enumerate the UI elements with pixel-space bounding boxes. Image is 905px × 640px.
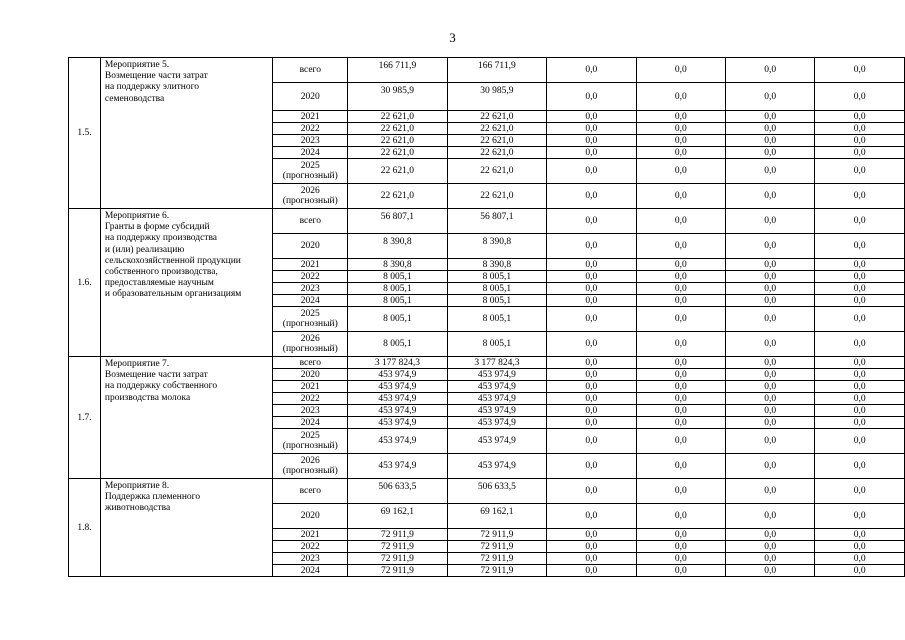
value-cell-v2: 453 974,9 <box>447 381 546 393</box>
value-cell-v1: 453 974,9 <box>348 393 447 405</box>
value-cell-v2: 453 974,9 <box>447 417 546 429</box>
value-cell-v6: 0,0 <box>815 123 905 135</box>
year-cell: 2020 <box>273 369 348 381</box>
table-row <box>69 357 905 369</box>
value-cell-v2: 453 974,9 <box>447 393 546 405</box>
value-cell-v2: 453 974,9 <box>447 454 546 479</box>
year-cell: 2023 <box>273 553 348 565</box>
value-cell-v1: 453 974,9 <box>348 381 447 393</box>
value-cell-v1: 72 911,9 <box>348 553 447 565</box>
item-number: 1.6. <box>69 209 101 357</box>
value-cell-v1: 8 390,8 <box>348 234 447 259</box>
value-cell-v6: 0,0 <box>815 417 905 429</box>
value-cell-v2: 8 005,1 <box>447 295 546 307</box>
value-cell-v5: 0,0 <box>726 357 815 369</box>
value-cell-v2: 453 974,9 <box>447 405 546 417</box>
value-cell-v1: 22 621,0 <box>348 184 447 209</box>
value-cell-v2: 8 390,8 <box>447 234 546 259</box>
value-cell-v6: 0,0 <box>815 58 905 83</box>
financing-table <box>68 57 905 577</box>
value-cell-v4: 0,0 <box>636 357 725 369</box>
value-cell-v4: 0,0 <box>636 307 725 332</box>
value-cell-v5: 0,0 <box>726 58 815 83</box>
value-cell-v5: 0,0 <box>726 504 815 529</box>
value-cell-v5: 0,0 <box>726 553 815 565</box>
value-cell-v3: 0,0 <box>547 381 636 393</box>
value-cell-v1: 453 974,9 <box>348 405 447 417</box>
value-cell-v6: 0,0 <box>815 553 905 565</box>
value-cell-v1: 8 005,1 <box>348 307 447 332</box>
value-cell-v3: 0,0 <box>547 111 636 123</box>
year-cell: 2022 <box>273 271 348 283</box>
value-cell-v3: 0,0 <box>547 529 636 541</box>
value-cell-v5: 0,0 <box>726 295 815 307</box>
value-cell-v1: 22 621,0 <box>348 147 447 159</box>
value-cell-v6: 0,0 <box>815 381 905 393</box>
year-cell: 2024 <box>273 295 348 307</box>
value-cell-v4: 0,0 <box>636 295 725 307</box>
value-cell-v1: 8 005,1 <box>348 283 447 295</box>
value-cell-v3: 0,0 <box>547 429 636 454</box>
value-cell-v6: 0,0 <box>815 479 905 504</box>
year-cell: 2023 <box>273 283 348 295</box>
value-cell-v6: 0,0 <box>815 307 905 332</box>
value-cell-v3: 0,0 <box>547 405 636 417</box>
year-cell: 2025 (прогнозный) <box>273 159 348 184</box>
value-cell-v2: 453 974,9 <box>447 369 546 381</box>
value-cell-v4: 0,0 <box>636 83 725 111</box>
value-cell-v4: 0,0 <box>636 454 725 479</box>
value-cell-v4: 0,0 <box>636 111 725 123</box>
value-cell-v5: 0,0 <box>726 234 815 259</box>
value-cell-v3: 0,0 <box>547 159 636 184</box>
value-cell-v1: 30 985,9 <box>348 83 447 111</box>
value-cell-v4: 0,0 <box>636 184 725 209</box>
year-cell: 2023 <box>273 135 348 147</box>
value-cell-v6: 0,0 <box>815 111 905 123</box>
item-description: Мероприятие 8. Поддержка племенного животноводства <box>100 479 272 577</box>
value-cell-v1: 8 005,1 <box>348 271 447 283</box>
value-cell-v2: 8 005,1 <box>447 307 546 332</box>
value-cell-v5: 0,0 <box>726 159 815 184</box>
value-cell-v5: 0,0 <box>726 454 815 479</box>
year-cell: 2026 (прогнозный) <box>273 454 348 479</box>
value-cell-v3: 0,0 <box>547 295 636 307</box>
year-cell: 2021 <box>273 111 348 123</box>
year-cell: всего <box>273 209 348 234</box>
value-cell-v5: 0,0 <box>726 147 815 159</box>
value-cell-v2: 506 633,5 <box>447 479 546 504</box>
value-cell-v3: 0,0 <box>547 58 636 83</box>
year-cell: 2023 <box>273 405 348 417</box>
value-cell-v5: 0,0 <box>726 123 815 135</box>
page-number: 3 <box>449 30 456 45</box>
value-cell-v1: 22 621,0 <box>348 159 447 184</box>
value-cell-v4: 0,0 <box>636 369 725 381</box>
year-cell: 2021 <box>273 259 348 271</box>
value-cell-v1: 22 621,0 <box>348 123 447 135</box>
value-cell-v6: 0,0 <box>815 565 905 577</box>
value-cell-v2: 8 005,1 <box>447 271 546 283</box>
value-cell-v6: 0,0 <box>815 405 905 417</box>
value-cell-v4: 0,0 <box>636 479 725 504</box>
year-cell: всего <box>273 58 348 83</box>
value-cell-v6: 0,0 <box>815 184 905 209</box>
year-cell: 2024 <box>273 565 348 577</box>
value-cell-v6: 0,0 <box>815 283 905 295</box>
year-cell: 2025 (прогнозный) <box>273 429 348 454</box>
value-cell-v1: 453 974,9 <box>348 417 447 429</box>
value-cell-v4: 0,0 <box>636 259 725 271</box>
value-cell-v2: 3 177 824,3 <box>447 357 546 369</box>
value-cell-v6: 0,0 <box>815 271 905 283</box>
value-cell-v5: 0,0 <box>726 135 815 147</box>
value-cell-v3: 0,0 <box>547 357 636 369</box>
value-cell-v3: 0,0 <box>547 271 636 283</box>
year-cell: 2024 <box>273 147 348 159</box>
item-description: Мероприятие 5. Возмещение части затрат на поддержку элитного семеноводства <box>100 58 272 209</box>
value-cell-v3: 0,0 <box>547 184 636 209</box>
value-cell-v2: 72 911,9 <box>447 565 546 577</box>
value-cell-v6: 0,0 <box>815 234 905 259</box>
value-cell-v3: 0,0 <box>547 479 636 504</box>
value-cell-v2: 8 005,1 <box>447 283 546 295</box>
value-cell-v5: 0,0 <box>726 479 815 504</box>
value-cell-v5: 0,0 <box>726 369 815 381</box>
year-cell: 2022 <box>273 541 348 553</box>
value-cell-v6: 0,0 <box>815 332 905 357</box>
value-cell-v2: 22 621,0 <box>447 184 546 209</box>
value-cell-v2: 72 911,9 <box>447 529 546 541</box>
value-cell-v4: 0,0 <box>636 429 725 454</box>
value-cell-v5: 0,0 <box>726 393 815 405</box>
item-description: Мероприятие 6. Гранты в форме субсидий на поддержку производства и (или) реализацию сельскохозяйственной продукции собственного производства, предоставляемые научным и образовательным организациям <box>100 209 272 357</box>
value-cell-v2: 22 621,0 <box>447 111 546 123</box>
year-cell: 2026 (прогнозный) <box>273 332 348 357</box>
value-cell-v2: 30 985,9 <box>447 83 546 111</box>
value-cell-v3: 0,0 <box>547 393 636 405</box>
value-cell-v6: 0,0 <box>815 295 905 307</box>
value-cell-v1: 506 633,5 <box>348 479 447 504</box>
year-cell: 2021 <box>273 529 348 541</box>
year-cell: 2020 <box>273 83 348 111</box>
value-cell-v1: 3 177 824,3 <box>348 357 447 369</box>
year-cell: 2020 <box>273 234 348 259</box>
value-cell-v6: 0,0 <box>815 135 905 147</box>
value-cell-v1: 8 005,1 <box>348 295 447 307</box>
value-cell-v1: 22 621,0 <box>348 111 447 123</box>
value-cell-v1: 453 974,9 <box>348 429 447 454</box>
value-cell-v4: 0,0 <box>636 147 725 159</box>
year-cell: 2025 (прогнозный) <box>273 307 348 332</box>
value-cell-v3: 0,0 <box>547 307 636 332</box>
table-row <box>69 479 905 504</box>
value-cell-v4: 0,0 <box>636 283 725 295</box>
table-row <box>69 58 905 83</box>
value-cell-v2: 8 390,8 <box>447 259 546 271</box>
value-cell-v4: 0,0 <box>636 381 725 393</box>
value-cell-v2: 72 911,9 <box>447 553 546 565</box>
value-cell-v6: 0,0 <box>815 147 905 159</box>
value-cell-v4: 0,0 <box>636 553 725 565</box>
year-cell: 2024 <box>273 417 348 429</box>
value-cell-v5: 0,0 <box>726 209 815 234</box>
value-cell-v1: 8 390,8 <box>348 259 447 271</box>
value-cell-v4: 0,0 <box>636 209 725 234</box>
value-cell-v1: 8 005,1 <box>348 332 447 357</box>
value-cell-v3: 0,0 <box>547 541 636 553</box>
value-cell-v2: 69 162,1 <box>447 504 546 529</box>
value-cell-v2: 22 621,0 <box>447 159 546 184</box>
value-cell-v5: 0,0 <box>726 307 815 332</box>
value-cell-v2: 8 005,1 <box>447 332 546 357</box>
value-cell-v6: 0,0 <box>815 209 905 234</box>
year-cell: 2026 (прогнозный) <box>273 184 348 209</box>
year-cell: всего <box>273 479 348 504</box>
year-cell: 2022 <box>273 393 348 405</box>
value-cell-v3: 0,0 <box>547 369 636 381</box>
value-cell-v4: 0,0 <box>636 271 725 283</box>
year-cell: всего <box>273 357 348 369</box>
item-number: 1.8. <box>69 479 101 577</box>
value-cell-v4: 0,0 <box>636 159 725 184</box>
value-cell-v5: 0,0 <box>726 417 815 429</box>
value-cell-v4: 0,0 <box>636 565 725 577</box>
value-cell-v6: 0,0 <box>815 529 905 541</box>
value-cell-v4: 0,0 <box>636 417 725 429</box>
year-cell: 2022 <box>273 123 348 135</box>
value-cell-v3: 0,0 <box>547 553 636 565</box>
value-cell-v5: 0,0 <box>726 381 815 393</box>
value-cell-v6: 0,0 <box>815 83 905 111</box>
value-cell-v3: 0,0 <box>547 565 636 577</box>
value-cell-v1: 69 162,1 <box>348 504 447 529</box>
value-cell-v1: 56 807,1 <box>348 209 447 234</box>
value-cell-v3: 0,0 <box>547 259 636 271</box>
value-cell-v4: 0,0 <box>636 393 725 405</box>
value-cell-v4: 0,0 <box>636 504 725 529</box>
value-cell-v1: 166 711,9 <box>348 58 447 83</box>
value-cell-v1: 72 911,9 <box>348 529 447 541</box>
value-cell-v4: 0,0 <box>636 332 725 357</box>
value-cell-v2: 56 807,1 <box>447 209 546 234</box>
value-cell-v6: 0,0 <box>815 259 905 271</box>
value-cell-v2: 72 911,9 <box>447 541 546 553</box>
value-cell-v2: 453 974,9 <box>447 429 546 454</box>
year-cell: 2020 <box>273 504 348 529</box>
value-cell-v5: 0,0 <box>726 283 815 295</box>
value-cell-v5: 0,0 <box>726 405 815 417</box>
value-cell-v6: 0,0 <box>815 541 905 553</box>
value-cell-v1: 72 911,9 <box>348 565 447 577</box>
value-cell-v5: 0,0 <box>726 184 815 209</box>
value-cell-v5: 0,0 <box>726 429 815 454</box>
value-cell-v6: 0,0 <box>815 357 905 369</box>
value-cell-v4: 0,0 <box>636 405 725 417</box>
value-cell-v6: 0,0 <box>815 159 905 184</box>
value-cell-v1: 72 911,9 <box>348 541 447 553</box>
year-cell: 2021 <box>273 381 348 393</box>
value-cell-v5: 0,0 <box>726 529 815 541</box>
value-cell-v6: 0,0 <box>815 429 905 454</box>
value-cell-v6: 0,0 <box>815 504 905 529</box>
value-cell-v4: 0,0 <box>636 123 725 135</box>
value-cell-v3: 0,0 <box>547 504 636 529</box>
value-cell-v3: 0,0 <box>547 83 636 111</box>
value-cell-v3: 0,0 <box>547 147 636 159</box>
value-cell-v5: 0,0 <box>726 332 815 357</box>
value-cell-v4: 0,0 <box>636 541 725 553</box>
item-number: 1.5. <box>69 58 101 209</box>
value-cell-v5: 0,0 <box>726 541 815 553</box>
value-cell-v1: 453 974,9 <box>348 369 447 381</box>
value-cell-v4: 0,0 <box>636 529 725 541</box>
value-cell-v2: 22 621,0 <box>447 123 546 135</box>
value-cell-v3: 0,0 <box>547 123 636 135</box>
value-cell-v6: 0,0 <box>815 454 905 479</box>
value-cell-v3: 0,0 <box>547 135 636 147</box>
value-cell-v6: 0,0 <box>815 369 905 381</box>
item-number: 1.7. <box>69 357 101 479</box>
value-cell-v2: 22 621,0 <box>447 135 546 147</box>
table-row <box>69 209 905 234</box>
value-cell-v4: 0,0 <box>636 135 725 147</box>
value-cell-v3: 0,0 <box>547 417 636 429</box>
value-cell-v3: 0,0 <box>547 332 636 357</box>
value-cell-v5: 0,0 <box>726 271 815 283</box>
value-cell-v3: 0,0 <box>547 209 636 234</box>
value-cell-v2: 22 621,0 <box>447 147 546 159</box>
value-cell-v3: 0,0 <box>547 283 636 295</box>
value-cell-v6: 0,0 <box>815 393 905 405</box>
value-cell-v1: 22 621,0 <box>348 135 447 147</box>
item-description: Мероприятие 7. Возмещение части затрат на поддержку собственного производства молока <box>100 357 272 479</box>
value-cell-v5: 0,0 <box>726 565 815 577</box>
value-cell-v5: 0,0 <box>726 83 815 111</box>
value-cell-v1: 453 974,9 <box>348 454 447 479</box>
value-cell-v4: 0,0 <box>636 58 725 83</box>
value-cell-v5: 0,0 <box>726 111 815 123</box>
value-cell-v2: 166 711,9 <box>447 58 546 83</box>
value-cell-v3: 0,0 <box>547 454 636 479</box>
value-cell-v4: 0,0 <box>636 234 725 259</box>
value-cell-v3: 0,0 <box>547 234 636 259</box>
value-cell-v5: 0,0 <box>726 259 815 271</box>
